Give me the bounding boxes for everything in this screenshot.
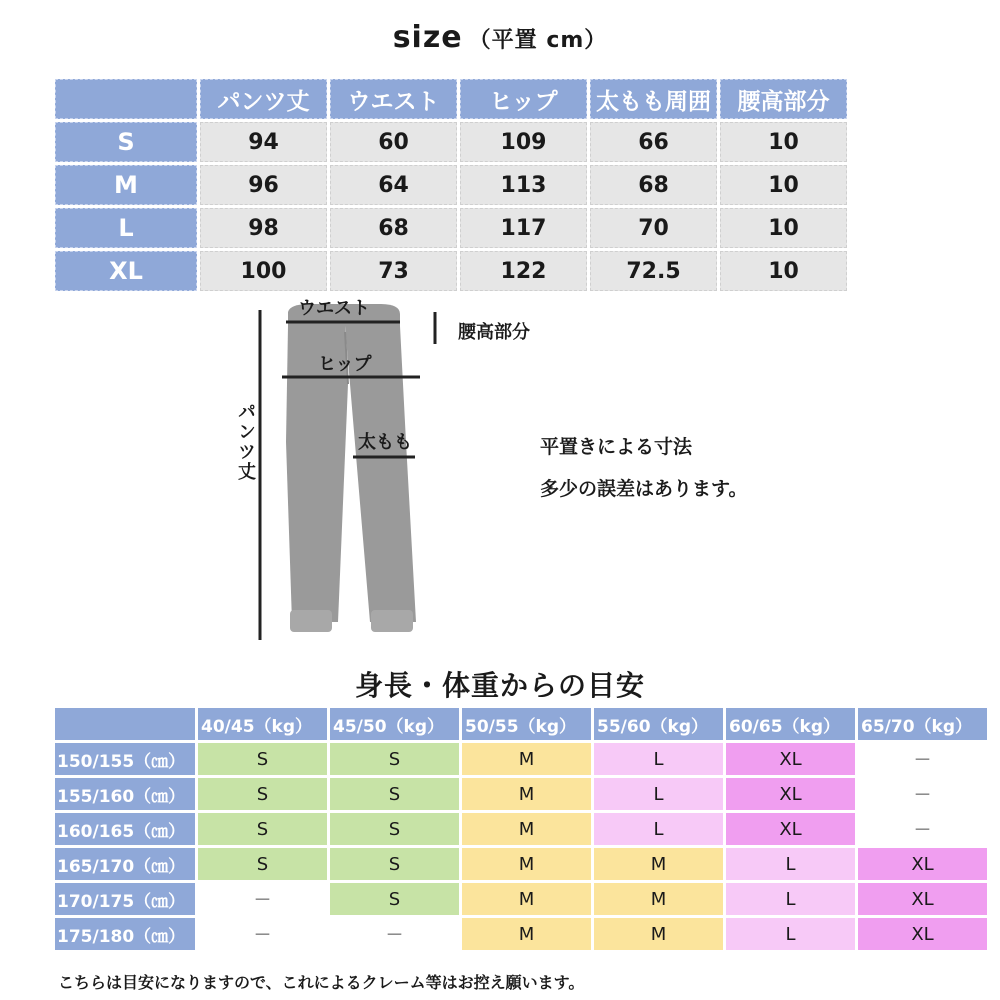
size-value: 98: [200, 208, 327, 248]
waist-label: ウエスト: [298, 298, 370, 319]
guide-cell: －: [198, 883, 327, 918]
guide-cell: S: [330, 743, 459, 778]
height-label: 170/175（㎝）: [55, 883, 195, 918]
guide-cell: L: [726, 918, 855, 953]
size-label: L: [55, 208, 197, 248]
rise-label: 腰高部分: [458, 322, 530, 343]
size-table-corner: [55, 79, 197, 119]
size-value: 66: [590, 122, 717, 162]
disclaimer: こちらは目安になりますので、これによるクレーム等はお控え願います。: [58, 973, 585, 992]
guide-cell: S: [330, 813, 459, 848]
size-guide-table: [52, 708, 990, 953]
guide-row: [55, 848, 987, 883]
size-row-l: [55, 208, 847, 248]
guide-row: [55, 918, 987, 953]
size-value: 94: [200, 122, 327, 162]
size-value: 64: [330, 165, 457, 205]
weight-header: 50/55（kg）: [462, 708, 591, 743]
guide-cell: M: [462, 883, 591, 918]
guide-cell: －: [198, 918, 327, 953]
weight-header: 65/70（kg）: [858, 708, 987, 743]
thigh-label: 太もも: [358, 432, 412, 453]
header-rise: 腰高部分: [720, 79, 847, 119]
guide-cell: －: [858, 778, 987, 813]
guide-cell: M: [462, 813, 591, 848]
guide-cell: L: [594, 743, 723, 778]
length-label: パンツ丈: [235, 402, 256, 482]
guide-cell: XL: [858, 848, 987, 883]
guide-cell: XL: [726, 813, 855, 848]
guide-cell: S: [198, 743, 327, 778]
guide-row: [55, 743, 987, 778]
size-label: S: [55, 122, 197, 162]
guide-cell: －: [858, 813, 987, 848]
guide-cell: S: [198, 778, 327, 813]
size-table: [52, 76, 850, 294]
guide-cell: M: [594, 918, 723, 953]
guide-cell: L: [594, 813, 723, 848]
guide-row: [55, 883, 987, 918]
size-value: 122: [460, 251, 587, 291]
height-label: 155/160（㎝）: [55, 778, 195, 813]
size-value: 72.5: [590, 251, 717, 291]
size-value: 96: [200, 165, 327, 205]
guide-cell: M: [462, 918, 591, 953]
height-label: 150/155（㎝）: [55, 743, 195, 778]
header-waist: ウエスト: [330, 79, 457, 119]
guide-cell: S: [330, 778, 459, 813]
height-label: 175/180（㎝）: [55, 918, 195, 953]
guide-title: 身長・体重からの目安: [354, 669, 645, 702]
guide-cell: －: [330, 918, 459, 953]
size-value: 73: [330, 251, 457, 291]
size-value: 109: [460, 122, 587, 162]
size-title: [0, 20, 1000, 55]
guide-cell: －: [858, 743, 987, 778]
size-value: 10: [720, 251, 847, 291]
size-row-s: [55, 122, 847, 162]
size-row-m: [55, 165, 847, 205]
size-row-xl: [55, 251, 847, 291]
guide-cell: L: [726, 883, 855, 918]
size-value: 113: [460, 165, 587, 205]
guide-cell: M: [462, 848, 591, 883]
height-label: 165/170（㎝）: [55, 848, 195, 883]
size-label: XL: [55, 251, 197, 291]
size-label: M: [55, 165, 197, 205]
weight-header: 55/60（kg）: [594, 708, 723, 743]
header-hip: ヒップ: [460, 79, 587, 119]
size-title-main: size: [392, 20, 463, 55]
guide-row: [55, 778, 987, 813]
guide-cell: L: [594, 778, 723, 813]
height-label: 160/165（㎝）: [55, 813, 195, 848]
hip-label: ヒップ: [318, 354, 372, 375]
guide-cell: S: [198, 848, 327, 883]
size-value: 70: [590, 208, 717, 248]
guide-cell: XL: [726, 743, 855, 778]
header-thigh: 太もも周囲: [590, 79, 717, 119]
note-error: 多少の誤差はあります。: [540, 478, 748, 500]
weight-header: 45/50（kg）: [330, 708, 459, 743]
guide-corner: [55, 708, 195, 743]
size-title-unit: （平置 cm）: [468, 28, 608, 53]
guide-cell: S: [198, 813, 327, 848]
guide-cell: M: [594, 883, 723, 918]
guide-cell: M: [462, 778, 591, 813]
guide-cell: XL: [858, 918, 987, 953]
size-value: 68: [330, 208, 457, 248]
size-value: 100: [200, 251, 327, 291]
guide-header: [55, 708, 987, 743]
guide-cell: S: [330, 848, 459, 883]
size-value: 117: [460, 208, 587, 248]
guide-cell: XL: [858, 883, 987, 918]
header-length: パンツ丈: [200, 79, 327, 119]
guide-cell: M: [594, 848, 723, 883]
weight-header: 60/65（kg）: [726, 708, 855, 743]
guide-cell: M: [462, 743, 591, 778]
size-value: 10: [720, 122, 847, 162]
weight-header: 40/45（kg）: [198, 708, 327, 743]
size-value: 10: [720, 165, 847, 205]
size-value: 60: [330, 122, 457, 162]
size-value: 10: [720, 208, 847, 248]
size-value: 68: [590, 165, 717, 205]
guide-cell: XL: [726, 778, 855, 813]
guide-cell: S: [330, 883, 459, 918]
note-measure: 平置きによる寸法: [540, 436, 693, 458]
size-table-header: [55, 79, 847, 119]
guide-row: [55, 813, 987, 848]
guide-cell: L: [726, 848, 855, 883]
